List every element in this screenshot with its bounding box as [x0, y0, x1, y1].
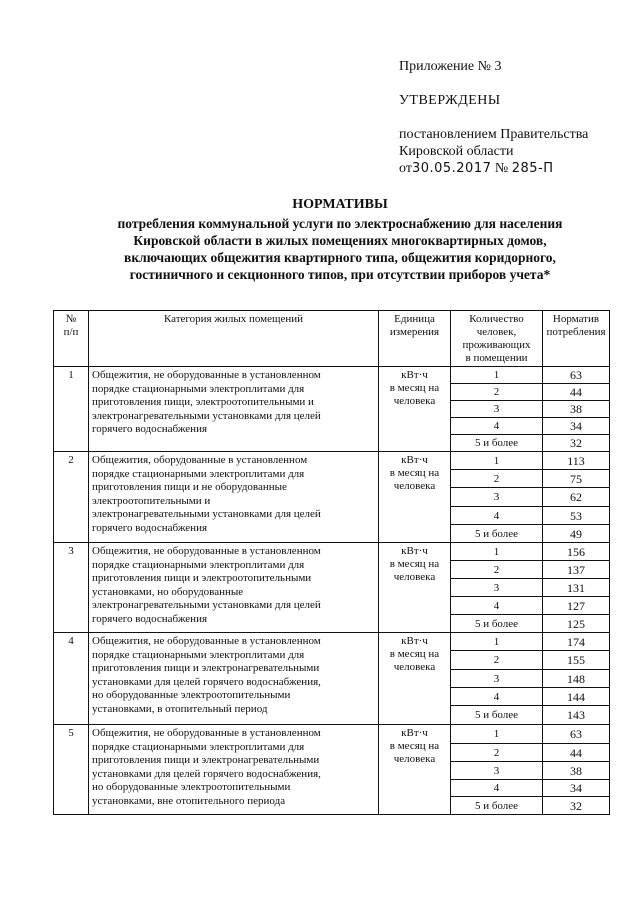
header-num: № п/п — [54, 311, 89, 367]
category-cell — [89, 633, 379, 725]
unit-line: в месяц на — [389, 558, 440, 570]
subtitle-line: гостиничного и секционного типов, при отсутствии приборов учета* — [129, 267, 551, 282]
subtitle-line: Кировской области в жилых помещениях многоквартирных домов, — [133, 233, 547, 248]
decree-date: 30.05.2017 — [411, 161, 492, 176]
person-count-cell: 2 — [451, 470, 543, 488]
norm-value-cell: 75 — [543, 470, 610, 488]
unit-line: человека — [393, 753, 436, 765]
person-count-cell: 4 — [451, 597, 543, 615]
appendix-label: Приложение № 3 — [399, 59, 502, 74]
unit-line: человека — [393, 395, 436, 407]
norm-value-cell: 144 — [543, 688, 610, 706]
norm-value-cell: 38 — [543, 401, 610, 418]
person-count-cell: 4 — [451, 688, 543, 706]
norm-value-cell: 137 — [543, 561, 610, 579]
person-count-cell: 2 — [451, 744, 543, 762]
category-line: установками, но оборудованные — [92, 585, 244, 598]
norm-value-cell: 34 — [543, 780, 610, 797]
category-line: Общежития, оборудованные в установленном — [92, 454, 308, 466]
decree-prefix: от — [399, 161, 412, 176]
person-count-cell: 5 и более — [451, 615, 543, 633]
norm-value-cell: 53 — [543, 507, 610, 525]
category-line: приготовления пищи, электроотопительными и — [92, 396, 314, 408]
category-line: но оборудованные электроотопительными — [92, 689, 291, 701]
person-count-cell: 2 — [451, 651, 543, 670]
table-row — [54, 543, 610, 561]
norm-value-cell: 34 — [543, 418, 610, 435]
decree-number: 285-П — [511, 161, 554, 176]
table-row — [54, 725, 610, 744]
norm-value-cell: 127 — [543, 597, 610, 615]
category-cell — [89, 452, 379, 543]
table-body — [54, 367, 610, 815]
unit-cell — [379, 725, 451, 815]
norm-value-cell: 63 — [543, 725, 610, 744]
decree-line-2: Кировской области — [399, 144, 514, 159]
norm-value-cell: 49 — [543, 525, 610, 543]
category-line: порядке стационарными электроплитами для — [92, 467, 305, 480]
category-line: Общежития, не оборудованные в установленном — [92, 369, 321, 381]
person-count-cell: 4 — [451, 507, 543, 525]
person-count-cell: 3 — [451, 670, 543, 688]
person-count-cell: 1 — [451, 367, 543, 384]
category-line: порядке стационарными электроплитами для — [92, 382, 305, 395]
header-unit: Единица измерения — [379, 311, 451, 367]
category-line: электроотопительными и — [92, 494, 211, 507]
unit-cell — [379, 543, 451, 633]
category-line: установками для целей горячего водоснабжения, — [92, 675, 321, 688]
unit-line: человека — [393, 571, 436, 583]
unit-line: кВт·ч — [401, 545, 428, 557]
norm-value-cell: 44 — [543, 384, 610, 401]
norm-value-cell: 174 — [543, 633, 610, 651]
category-line: порядке стационарными электроплитами для — [92, 558, 305, 571]
category-line: горячего водоснабжения — [92, 521, 208, 534]
category-line: но оборудованные электроотопительными — [92, 781, 291, 793]
norm-value-cell: 131 — [543, 579, 610, 597]
norms-table — [53, 310, 610, 815]
unit-line: в месяц на — [389, 648, 440, 660]
person-count-cell: 3 — [451, 579, 543, 597]
person-count-cell: 1 — [451, 452, 543, 470]
category-line: приготовления пищи и электроотопительными — [92, 572, 312, 584]
category-line: электронагревательными установками для целей — [92, 508, 321, 520]
norm-value-cell: 156 — [543, 543, 610, 561]
row-number: 4 — [54, 633, 89, 725]
header-norm: Норматив потребления — [543, 311, 610, 367]
decree-block — [399, 126, 588, 177]
category-line: порядке стационарными электроплитами для — [92, 648, 305, 661]
norm-value-cell: 125 — [543, 615, 610, 633]
norm-value-cell: 143 — [543, 706, 610, 725]
unit-line: человека — [393, 661, 436, 673]
unit-cell — [379, 633, 451, 725]
unit-line: кВт·ч — [401, 635, 428, 647]
approved-label: УТВЕРЖДЕНЫ — [399, 93, 501, 108]
norm-value-cell: 155 — [543, 651, 610, 670]
row-number: 3 — [54, 543, 89, 633]
category-line: Общежития, не оборудованные в установленном — [92, 635, 321, 647]
table-row — [54, 367, 610, 384]
category-cell — [89, 725, 379, 815]
norm-value-cell: 63 — [543, 367, 610, 384]
person-count-cell: 4 — [451, 418, 543, 435]
unit-line: кВт·ч — [401, 454, 428, 466]
document-title: НОРМАТИВЫ — [292, 197, 388, 212]
unit-line: в месяц на — [389, 382, 440, 394]
norm-value-cell: 148 — [543, 670, 610, 688]
category-line: установками, в отопительный период — [92, 702, 268, 715]
document-subtitle — [60, 215, 620, 283]
subtitle-line: включающих общежития квартирного типа, общежития коридорного, — [124, 250, 556, 265]
row-number: 1 — [54, 367, 89, 452]
person-count-cell: 3 — [451, 401, 543, 418]
norm-value-cell: 32 — [543, 797, 610, 815]
decree-number-label: № — [494, 161, 509, 176]
person-count-cell: 5 и более — [451, 525, 543, 543]
unit-line: кВт·ч — [401, 369, 428, 381]
category-line: горячего водоснабжения — [92, 612, 208, 625]
category-line: установками, вне отопительного периода — [92, 794, 286, 807]
person-count-cell: 5 и более — [451, 797, 543, 815]
person-count-cell: 2 — [451, 384, 543, 401]
person-count-cell: 4 — [451, 780, 543, 797]
person-count-cell: 1 — [451, 543, 543, 561]
unit-cell — [379, 367, 451, 452]
person-count-cell: 1 — [451, 725, 543, 744]
category-line: приготовления пищи и электронагревательными — [92, 662, 320, 674]
row-number: 2 — [54, 452, 89, 543]
norm-value-cell: 38 — [543, 762, 610, 780]
unit-line: в месяц на — [389, 740, 440, 752]
header-count: Количество человек, проживающих в помещении — [451, 311, 543, 367]
norm-value-cell: 113 — [543, 452, 610, 470]
category-line: Общежития, не оборудованные в установленном — [92, 545, 321, 557]
decree-line-3 — [399, 160, 588, 177]
category-line: приготовления пищи и электронагревательными — [92, 754, 320, 766]
person-count-cell: 3 — [451, 762, 543, 780]
category-line: установками для целей горячего водоснабжения, — [92, 767, 321, 780]
header-category: Категория жилых помещений — [89, 311, 379, 367]
person-count-cell: 5 и более — [451, 435, 543, 452]
unit-line: кВт·ч — [401, 727, 428, 739]
person-count-cell: 1 — [451, 633, 543, 651]
person-count-cell: 2 — [451, 561, 543, 579]
norm-value-cell: 62 — [543, 488, 610, 507]
unit-line: человека — [393, 480, 436, 492]
category-line: порядке стационарными электроплитами для — [92, 740, 305, 753]
category-line: горячего водоснабжения — [92, 423, 208, 435]
category-line: приготовления пищи и не оборудованные — [92, 481, 287, 493]
category-cell — [89, 367, 379, 452]
row-number: 5 — [54, 725, 89, 815]
table-row — [54, 452, 610, 470]
subtitle-line: потребления коммунальной услуги по электроснабжению для населения — [117, 216, 563, 231]
unit-line: в месяц на — [389, 467, 440, 479]
unit-cell — [379, 452, 451, 543]
category-cell — [89, 543, 379, 633]
person-count-cell: 5 и более — [451, 706, 543, 725]
person-count-cell: 3 — [451, 488, 543, 507]
table-row — [54, 633, 610, 651]
decree-line-1: постановлением Правительства — [399, 127, 589, 142]
category-line: Общежития, не оборудованные в установленном — [92, 727, 321, 739]
norm-value-cell: 32 — [543, 435, 610, 452]
category-line: электронагревательными установками для целей — [92, 599, 321, 611]
category-line: электронагревательными установками для целей — [92, 409, 321, 422]
table-header-row — [54, 311, 610, 367]
norm-value-cell: 44 — [543, 744, 610, 762]
